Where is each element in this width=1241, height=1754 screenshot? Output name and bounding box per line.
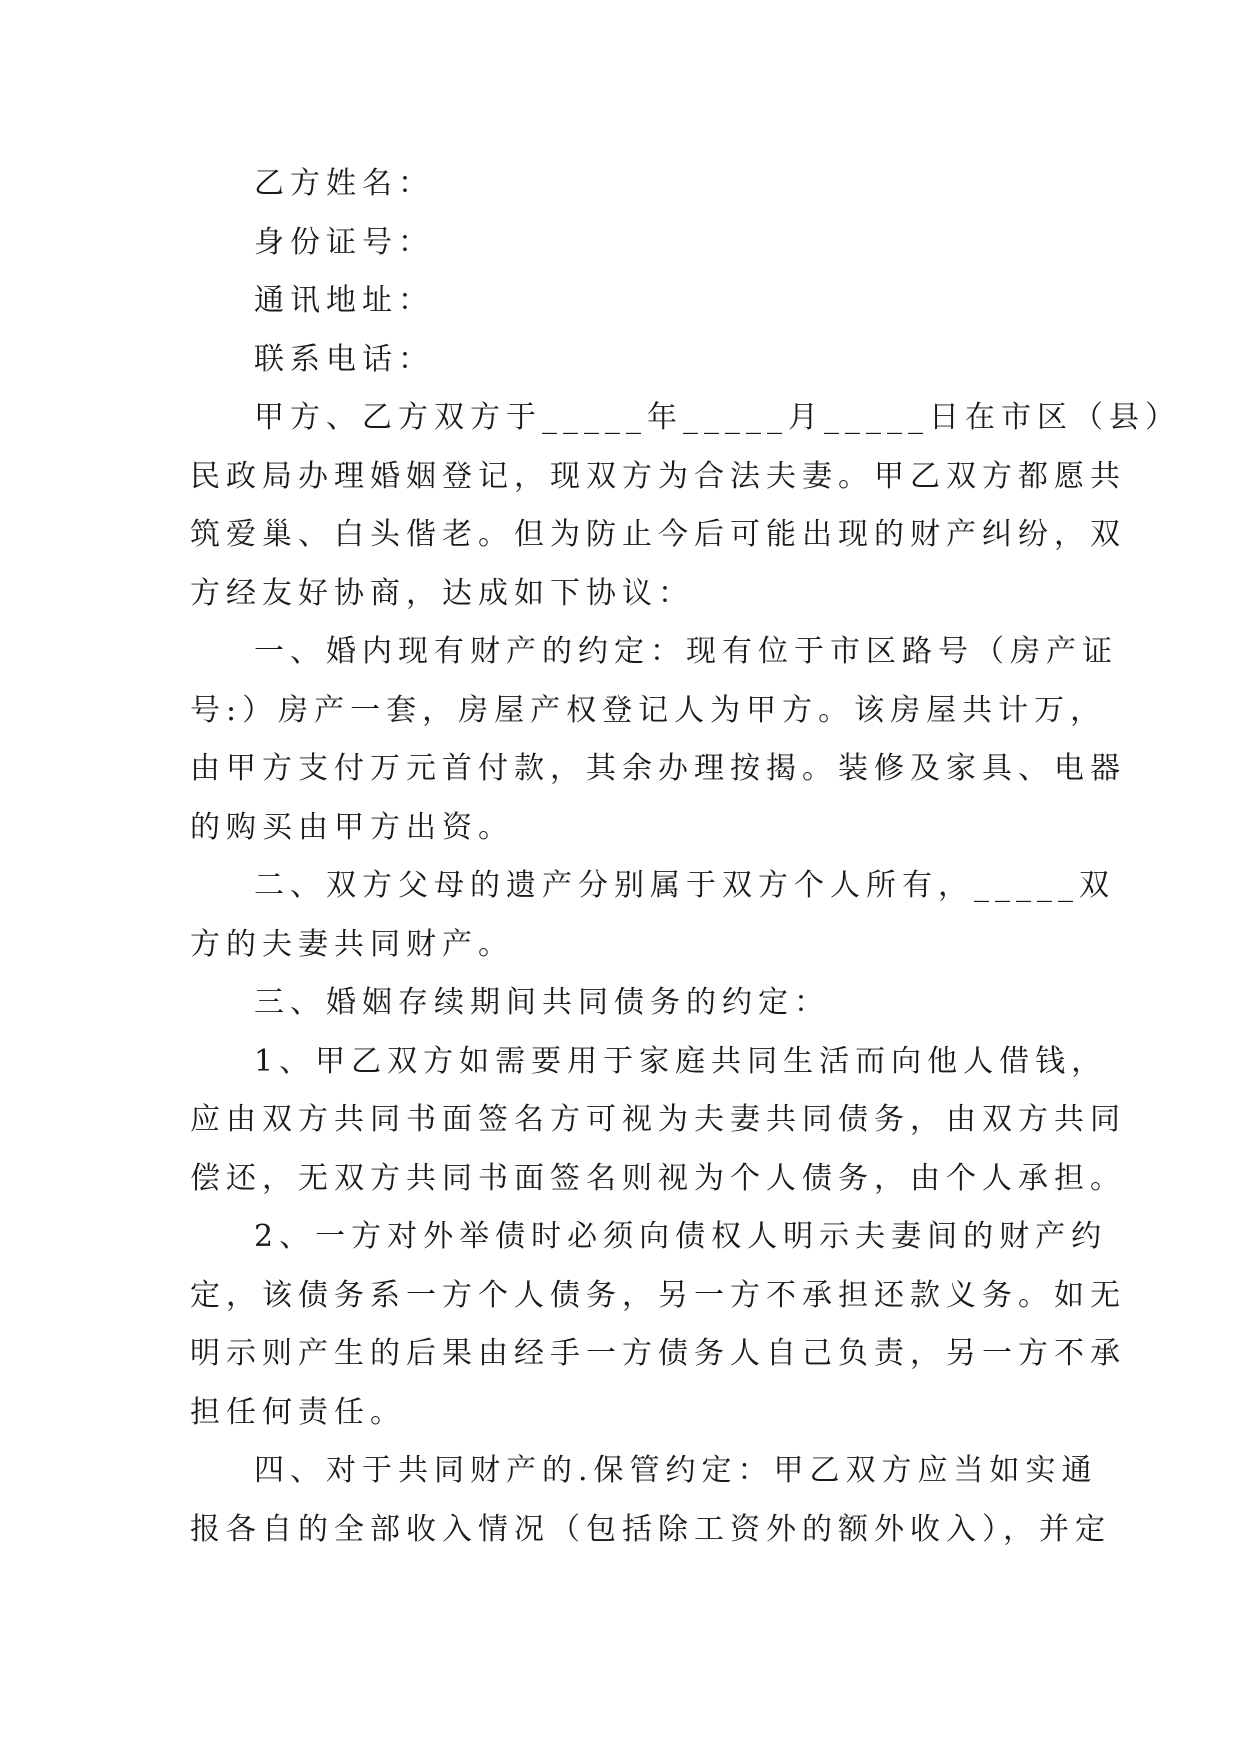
text-line: 方经友好协商，达成如下协议： [190,575,694,611]
text-line: 1、甲乙双方如需要用于家庭共同生活而向他人借钱， [254,1043,1108,1079]
text-line: 民政局办理婚姻登记，现双方为合法夫妻。甲乙双方都愿共 [190,458,1126,494]
text-line: 明示则产生的后果由经手一方债务人自己负责，另一方不承 [190,1336,1126,1371]
text-line: 甲方、乙方双方于_____年_____月_____日在市区（县） [254,400,1181,435]
text-line: 乙方姓名： [254,166,434,201]
text-line: 的购买由甲方出资。 [190,809,514,845]
text-line: 报各自的全部收入情况（包括除工资外的额外收入），并定 [190,1511,1111,1547]
document-body [190,155,1181,1559]
text-line: 定，该债务系一方个人债务，另一方不承担还款义务。如无 [190,1277,1126,1313]
text-line: 三、婚姻存续期间共同债务的约定： [254,985,830,1020]
text-line: 2、一方对外举债时必须向债权人明示夫妻间的财产约 [254,1219,1108,1254]
text-line: 筑爱巢、白头偕老。但为防止今后可能出现的财产纠纷，双 [190,517,1126,552]
text-line: 身份证号： [254,224,434,260]
text-line: 二、双方父母的遗产分别属于双方个人所有，_____双 [254,868,1115,903]
text-line: 应由双方共同书面签名方可视为夫妻共同债务，由双方共同 [190,1102,1126,1137]
text-line: 由甲方支付万元首付款，其余办理按揭。装修及家具、电器 [190,751,1126,786]
text-line: 担任何责任。 [190,1394,406,1430]
text-line: 联系电话： [254,341,434,377]
text-line: 四、对于共同财产的.保管约定：甲乙双方应当如实通 [254,1453,1098,1488]
text-line: 一、婚内现有财产的约定：现有位于市区路号（房产证 [254,634,1118,669]
text-line: 号:）房产一套，房屋产权登记人为甲方。该房屋共计万， [190,692,1107,728]
text-line: 偿还，无双方共同书面签名则视为个人债务，由个人承担。 [190,1160,1126,1196]
text-line: 方的夫妻共同财产。 [190,926,514,962]
text-line: 通讯地址： [254,283,434,318]
